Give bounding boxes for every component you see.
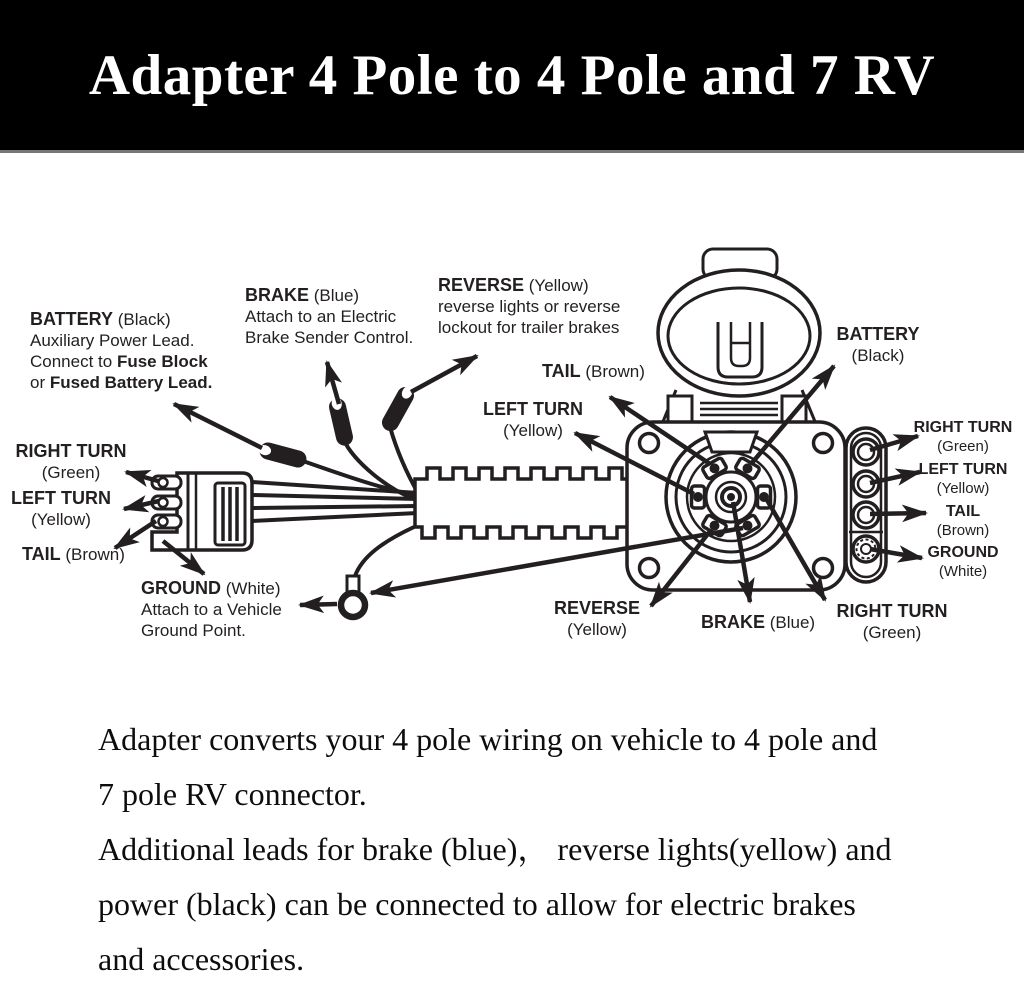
label-tail-flat-right: TAIL (Brown) [936,503,990,539]
label-brake-plug: BRAKE (Blue) [701,612,816,632]
description-line: and accessories. [98,941,305,977]
description-line: power (black) can be connected to allow for electric brakes [98,886,856,922]
wire-loom-drawing [415,468,630,538]
four-pole-socket-drawing [846,428,886,582]
label-right-turn-flat-left: RIGHT TURN (Green) [15,441,127,482]
bullet-connector-battery [256,440,308,469]
label-battery-plug: BATTERY (Black) [836,324,920,365]
label-reverse-lead: REVERSE (Yellow) reverse lights or reverse lockout for trailer brakes [438,275,621,337]
label-left-turn-plug: LEFT TURN (Yellow) [483,399,583,440]
label-reverse-plug: REVERSE (Yellow) [553,598,641,639]
seven-pole-connector-drawing [627,249,845,590]
label-left-turn-flat-left: LEFT TURN (Yellow) [11,488,111,529]
label-right-turn-flat-right: RIGHT TURN (Green) [913,419,1013,455]
flat-4-connector-drawing [152,473,252,550]
label-left-turn-flat-right: LEFT TURN (Yellow) [918,461,1008,497]
label-tail-flat-left: TAIL (Brown) [22,544,125,564]
description-line: Additional leads for brake (blue)， reverse lights(yellow) and [98,831,892,867]
label-brake-lead: BRAKE (Blue) Attach to an Electric Brake Sender Control. [245,285,414,347]
label-tail-plug: TAIL (Brown) [542,361,645,381]
arrow-reverse-lead [411,356,477,392]
arrow-battery-lead [174,404,262,448]
arrow-ring-to-ground-label [300,604,337,605]
label-right-turn-plug: RIGHT TURN (Green) [836,601,948,642]
page-title: Adapter 4 Pole to 4 Pole and 7 RV [88,43,936,107]
label-ground-flat-right: GROUND (White) [927,544,999,580]
label-ground-lead: GROUND (White) Attach to a Vehicle Ground Point. [141,578,282,640]
ground-ring-terminal-drawing [341,576,365,617]
label-battery-lead: BATTERY (Black) Auxiliary Power Lead. Connect to Fuse Block or Fused Battery Lead. [30,309,213,392]
description-line: Adapter converts your 4 pole wiring on vehicle to 4 pole and [98,721,878,757]
description-line: 7 pole RV connector. [98,776,367,812]
description-text [98,712,978,987]
arrow-brake-lead [327,362,339,404]
